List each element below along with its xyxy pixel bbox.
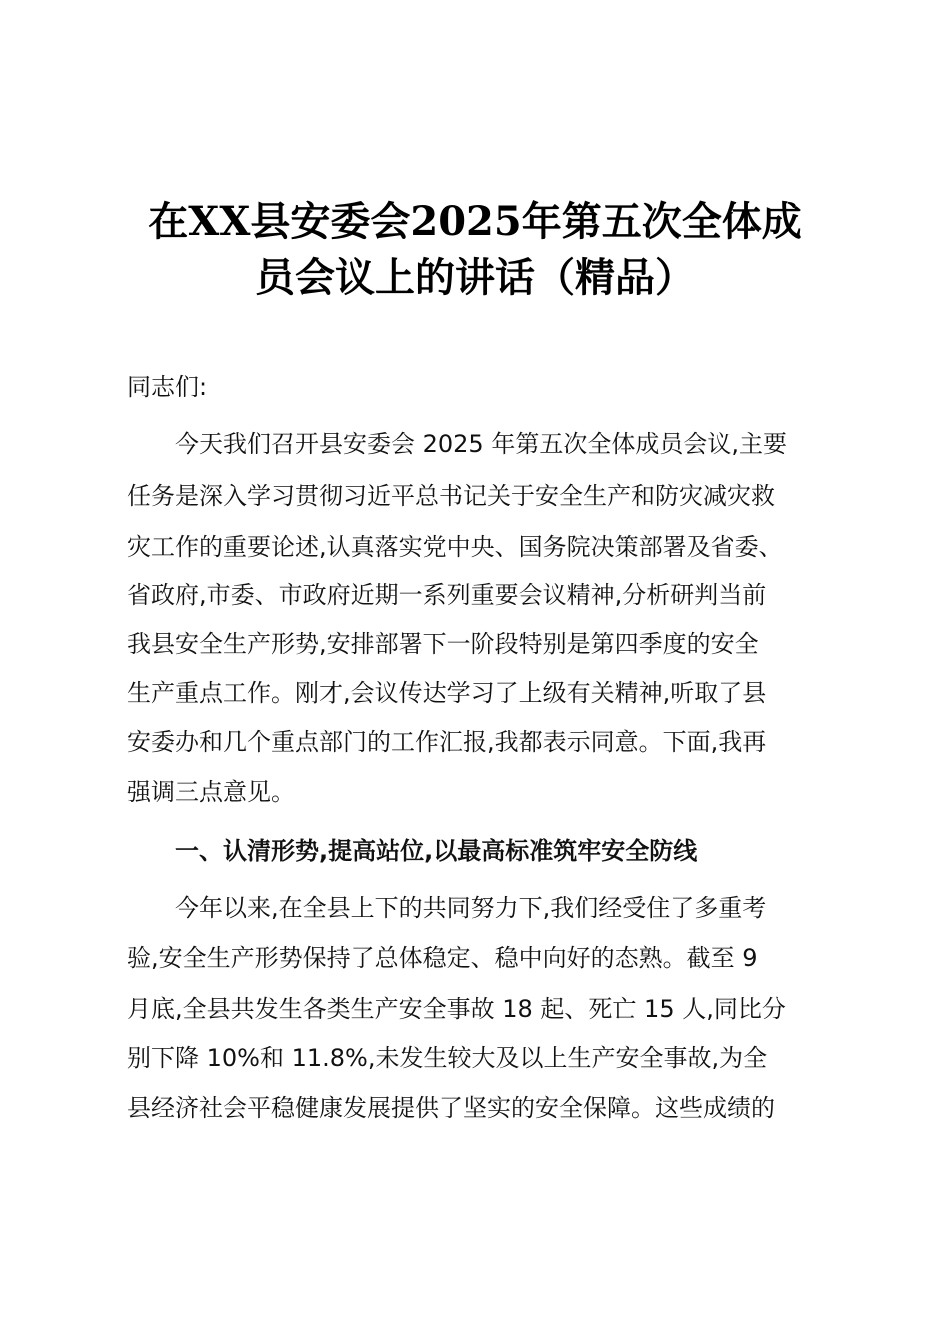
paragraph-1-line-2: 任务是深入学习贯彻习近平总书记关于安全生产和防灾减灾救 — [127, 482, 775, 510]
paragraph-1-line-3: 灾工作的重要论述,认真落实党中央、国务院决策部署及省委、 — [127, 533, 783, 561]
title-line-2: 员会议上的讲话（精品） — [255, 254, 695, 301]
document-title — [100, 194, 850, 306]
paragraph-2-line-3: 月底,全县共发生各类生产安全事故 18 起、死亡 15 人,同比分 — [127, 995, 786, 1023]
section-1-heading: 一、认清形势,提高站位,以最高标准筑牢安全防线 — [175, 837, 698, 865]
paragraph-1-line-1: 今天我们召开县安委会 2025 年第五次全体成员会议,主要 — [175, 430, 787, 458]
paragraph-2-line-1: 今年以来,在全县上下的共同努力下,我们经受住了多重考 — [175, 894, 767, 922]
paragraph-1-line-8: 强调三点意见。 — [127, 778, 295, 806]
paragraph-1-line-5: 我县安全生产形势,安排部署下一阶段特别是第四季度的安全 — [127, 630, 759, 658]
paragraph-1-line-7: 安委办和几个重点部门的工作汇报,我都表示同意。下面,我再 — [127, 728, 767, 756]
paragraph-2-line-5: 县经济社会平稳健康发展提供了坚实的安全保障。这些成绩的 — [127, 1094, 775, 1122]
salutation: 同志们: — [127, 373, 208, 401]
paragraph-1-line-6: 生产重点工作。刚才,会议传达学习了上级有关精神,听取了县 — [127, 679, 767, 707]
paragraph-2-line-2: 验,安全生产形势保持了总体稳定、稳中向好的态熟。截至 9 — [127, 944, 758, 972]
paragraph-1-line-4: 省政府,市委、市政府近期一系列重要会议精神,分析研判当前 — [127, 581, 767, 609]
title-line-1: 在XX县安委会2025年第五次全体成 — [148, 198, 802, 245]
paragraph-2-line-4: 别下降 10%和 11.8%,未发生较大及以上生产安全事故,为全 — [127, 1044, 768, 1072]
